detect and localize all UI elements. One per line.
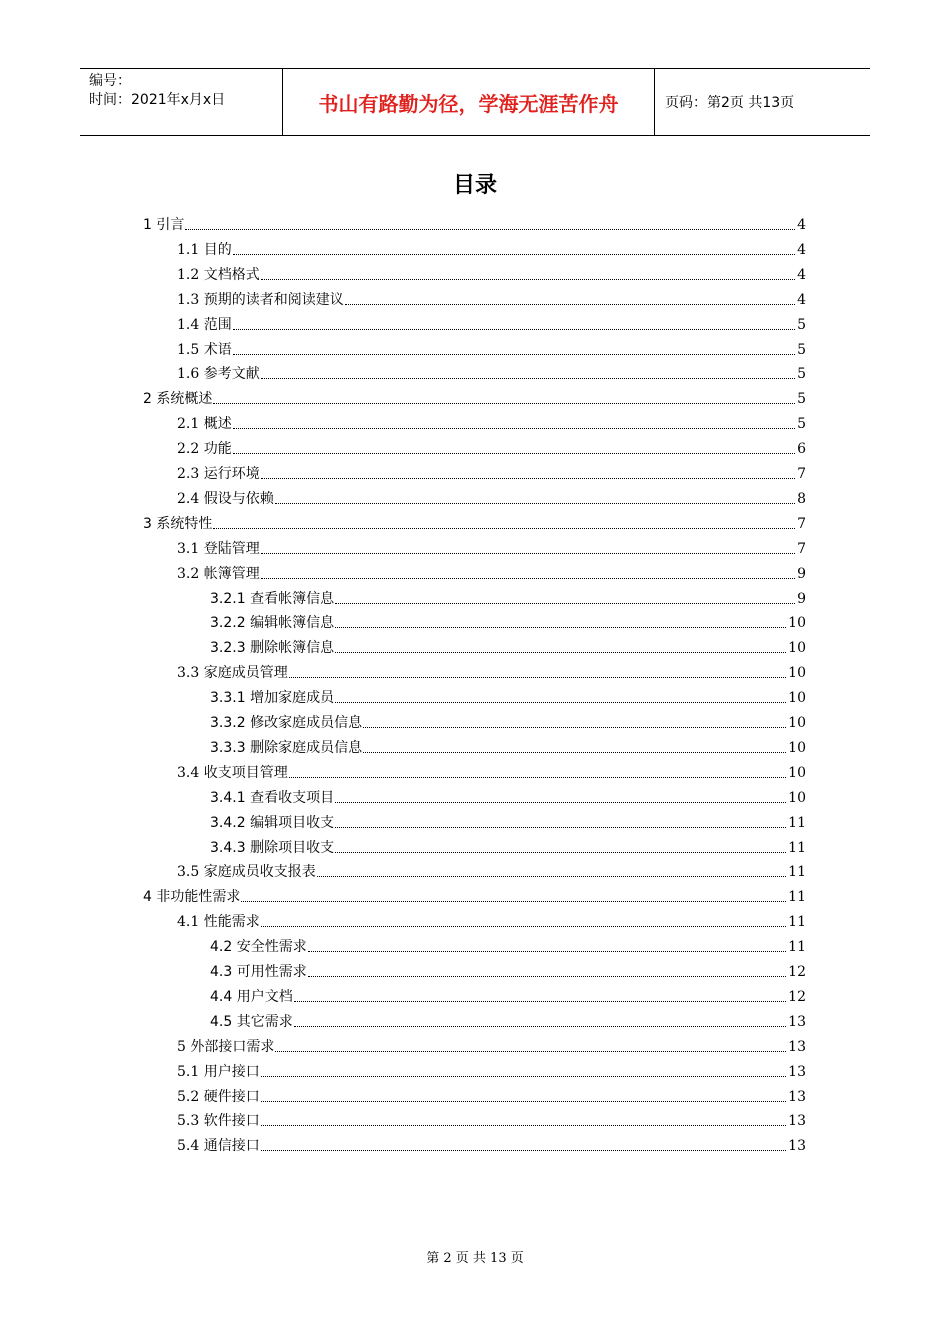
toc-entry-page: 7 bbox=[797, 515, 806, 532]
toc-entry-label: 3.2.1 查看帐簿信息 bbox=[210, 590, 335, 607]
toc-entry-page: 5 bbox=[797, 366, 806, 383]
toc-entry-label: 4.5 其它需求 bbox=[210, 1013, 293, 1030]
toc-entry-page: 11 bbox=[788, 864, 806, 881]
header-number-label: 编号： bbox=[89, 73, 131, 89]
toc-entry-label: 3.2.2 编辑帐簿信息 bbox=[210, 615, 335, 632]
toc-entry-page: 6 bbox=[797, 441, 806, 458]
toc-entry-label: 3.2 帐簿管理 bbox=[177, 565, 260, 582]
toc-entry-label: 2.1 概述 bbox=[177, 416, 232, 433]
toc-leader-dots bbox=[261, 1101, 786, 1102]
toc-entry[interactable] bbox=[177, 533, 806, 558]
toc-entry-label: 1.4 范围 bbox=[177, 316, 232, 333]
toc-leader-dots bbox=[363, 752, 786, 753]
header-meta bbox=[80, 69, 283, 135]
toc-leader-dots bbox=[185, 229, 795, 230]
toc-entry-page: 10 bbox=[788, 789, 806, 806]
toc-entry-page: 10 bbox=[788, 715, 806, 731]
toc-leader-dots bbox=[294, 1001, 786, 1002]
toc-entry-label: 5.2 硬件接口 bbox=[177, 1088, 260, 1105]
toc-entry-page: 7 bbox=[797, 540, 806, 557]
toc-entry-page: 8 bbox=[797, 490, 806, 507]
toc-entry-page: 5 bbox=[797, 416, 806, 433]
toc-entry-label: 4.3 可用性需求 bbox=[210, 964, 307, 980]
toc-entry-label: 3.4.3 删除项目收支 bbox=[210, 839, 335, 856]
toc-entry[interactable] bbox=[177, 558, 806, 583]
toc-leader-dots bbox=[261, 1076, 786, 1077]
toc-entry[interactable] bbox=[177, 1081, 806, 1106]
toc-entry[interactable] bbox=[210, 782, 806, 807]
toc-entry-label: 1.1 目的 bbox=[177, 241, 232, 258]
toc-title: 目录 bbox=[452, 173, 497, 198]
toc-entry-label: 5.4 通信接口 bbox=[177, 1138, 260, 1155]
toc-entry[interactable] bbox=[143, 881, 806, 906]
toc-leader-dots bbox=[335, 603, 795, 604]
toc-entry[interactable] bbox=[177, 1031, 806, 1056]
toc-entry[interactable] bbox=[210, 1006, 806, 1031]
toc-entry-label: 1.6 参考文献 bbox=[177, 366, 260, 383]
toc-entry-label: 1.3 预期的读者和阅读建议 bbox=[177, 291, 344, 308]
toc-leader-dots bbox=[233, 453, 795, 454]
toc-leader-dots bbox=[261, 378, 795, 379]
toc-leader-dots bbox=[233, 428, 795, 429]
toc-entry[interactable] bbox=[177, 483, 806, 508]
toc-leader-dots bbox=[335, 827, 786, 828]
toc-leader-dots bbox=[213, 528, 795, 529]
toc-leader-dots bbox=[261, 279, 795, 280]
toc-entry[interactable] bbox=[210, 732, 806, 757]
toc-entry-page: 4 bbox=[797, 241, 806, 258]
toc-entry-label: 3.4.1 查看收支项目 bbox=[210, 789, 335, 806]
toc-entry[interactable] bbox=[177, 1130, 806, 1155]
toc-entry[interactable] bbox=[210, 583, 806, 608]
toc-entry[interactable] bbox=[210, 707, 806, 732]
toc-entry-page: 9 bbox=[797, 590, 806, 607]
toc-entry[interactable] bbox=[177, 309, 806, 334]
toc-entry[interactable] bbox=[177, 1056, 806, 1081]
toc-entry-page: 10 bbox=[788, 690, 806, 707]
toc-entry[interactable] bbox=[177, 458, 806, 483]
toc-entry[interactable] bbox=[143, 383, 806, 408]
toc-leader-dots bbox=[294, 1026, 786, 1027]
toc-entry[interactable] bbox=[210, 832, 806, 857]
toc-leader-dots bbox=[335, 627, 786, 628]
toc-leader-dots bbox=[213, 403, 795, 404]
toc-entry-label: 5.1 用户接口 bbox=[177, 1063, 260, 1080]
toc-entry-page: 5 bbox=[797, 316, 806, 333]
toc-entry-page: 13 bbox=[788, 1088, 806, 1105]
toc-entry-label: 2 系统概述 bbox=[143, 391, 213, 408]
toc-entry[interactable] bbox=[177, 657, 806, 682]
toc-entry-label: 3.1 登陆管理 bbox=[177, 540, 260, 557]
toc-entry[interactable] bbox=[177, 433, 806, 458]
toc-leader-dots bbox=[308, 951, 786, 952]
toc-entry-label: 3.3.2 修改家庭成员信息 bbox=[210, 715, 363, 731]
toc-entry-label: 4.1 性能需求 bbox=[177, 914, 260, 931]
toc-entry-page: 13 bbox=[788, 1138, 806, 1155]
toc-entry-label: 3.4 收支项目管理 bbox=[177, 764, 288, 781]
toc-entry-label: 3.5 家庭成员收支报表 bbox=[177, 864, 316, 881]
toc-entry[interactable] bbox=[210, 931, 806, 956]
toc-leader-dots bbox=[261, 926, 786, 927]
toc-entry-page: 12 bbox=[788, 964, 806, 980]
header-date-label: 时间：2021年x月x日 bbox=[89, 92, 226, 108]
toc-leader-dots bbox=[241, 901, 786, 902]
toc-entry-label: 3.3 家庭成员管理 bbox=[177, 665, 288, 682]
toc-entry[interactable] bbox=[177, 856, 806, 881]
toc-leader-dots bbox=[317, 876, 786, 877]
toc-entry-page: 13 bbox=[788, 1013, 806, 1030]
toc-entry-label: 5 外部接口需求 bbox=[177, 1038, 275, 1055]
toc-entry-label: 4.4 用户文档 bbox=[210, 988, 293, 1005]
toc-entry-label: 1.2 文档格式 bbox=[177, 266, 260, 283]
toc-entry-label: 5.3 软件接口 bbox=[177, 1113, 260, 1130]
toc-leader-dots bbox=[335, 852, 786, 853]
toc-entry-page: 11 bbox=[788, 814, 806, 831]
toc-leader-dots bbox=[233, 329, 795, 330]
toc-entry-label: 2.4 假设与依赖 bbox=[177, 490, 274, 507]
toc-entry[interactable] bbox=[210, 981, 806, 1006]
toc-leader-dots bbox=[233, 254, 795, 255]
toc-entry-page: 10 bbox=[788, 665, 806, 682]
toc-entry-page: 10 bbox=[788, 615, 806, 632]
toc-leader-dots bbox=[363, 727, 786, 728]
toc-entry-page: 9 bbox=[797, 565, 806, 582]
toc-leader-dots bbox=[335, 652, 786, 653]
toc-entry-page: 11 bbox=[788, 914, 806, 931]
toc-entry-page: 4 bbox=[797, 217, 806, 233]
toc-leader-dots bbox=[275, 1051, 786, 1052]
toc-entry-page: 10 bbox=[788, 640, 806, 657]
toc-leader-dots bbox=[261, 478, 795, 479]
toc-entry[interactable] bbox=[177, 906, 806, 931]
toc-entry[interactable] bbox=[210, 807, 806, 832]
toc-leader-dots bbox=[308, 976, 786, 977]
toc-leader-dots bbox=[335, 702, 786, 703]
toc-entry[interactable] bbox=[210, 607, 806, 632]
toc-leader-dots bbox=[261, 1150, 786, 1151]
toc-entry-label: 1.5 术语 bbox=[177, 341, 232, 358]
toc-entry-label: 2.3 运行环境 bbox=[177, 466, 260, 482]
toc-entry[interactable] bbox=[210, 956, 806, 981]
toc-entry-label: 3 系统特性 bbox=[143, 515, 213, 532]
toc-entry-label: 3.2.3 删除帐簿信息 bbox=[210, 640, 335, 657]
toc-entry[interactable] bbox=[177, 284, 806, 309]
toc-entry-page: 5 bbox=[797, 341, 806, 358]
toc-entry[interactable] bbox=[210, 682, 806, 707]
toc-entry-page: 4 bbox=[797, 266, 806, 283]
toc-entry[interactable] bbox=[177, 757, 806, 782]
toc-entry-page: 11 bbox=[788, 939, 806, 956]
toc-leader-dots bbox=[289, 677, 786, 678]
toc-entry-page: 11 bbox=[788, 839, 806, 856]
toc-entry-page: 5 bbox=[797, 391, 806, 408]
page-header bbox=[80, 68, 870, 136]
toc-leader-dots bbox=[261, 1125, 786, 1126]
toc-entry[interactable] bbox=[177, 259, 806, 284]
toc-entry-label: 4 非功能性需求 bbox=[143, 889, 241, 906]
toc-entry[interactable] bbox=[143, 209, 806, 234]
toc-entry-page: 13 bbox=[788, 1063, 806, 1080]
toc-entry-label: 4.2 安全性需求 bbox=[210, 939, 307, 956]
toc-entry[interactable] bbox=[210, 632, 806, 657]
toc-entry-label: 3.3.3 删除家庭成员信息 bbox=[210, 739, 363, 756]
toc-entry-label: 3.4.2 编辑项目收支 bbox=[210, 814, 335, 831]
toc-leader-dots bbox=[335, 802, 786, 803]
toc-entry-label: 2.2 功能 bbox=[177, 441, 232, 458]
toc-entry[interactable] bbox=[177, 234, 806, 259]
header-motto: 书山有路勤为径，学海无涯苦作舟 bbox=[283, 69, 655, 135]
toc-entry-page: 13 bbox=[788, 1113, 806, 1130]
toc-entry-page: 4 bbox=[797, 291, 806, 308]
toc-entry-label: 1 引言 bbox=[143, 217, 185, 233]
toc-entry-page: 13 bbox=[788, 1038, 806, 1055]
header-page-info: 页码：第2页 共13页 bbox=[665, 95, 795, 111]
toc-entry[interactable] bbox=[177, 358, 806, 383]
toc-entry-label: 3.3.1 增加家庭成员 bbox=[210, 690, 335, 707]
toc-leader-dots bbox=[233, 354, 795, 355]
toc-leader-dots bbox=[261, 578, 795, 579]
page-footer: 第 2 页 共 13 页 bbox=[426, 1251, 524, 1266]
toc-entry-page: 11 bbox=[788, 889, 806, 906]
toc-entry[interactable] bbox=[177, 334, 806, 359]
toc-entry[interactable] bbox=[177, 408, 806, 433]
toc-leader-dots bbox=[289, 777, 786, 778]
toc-entry-page: 10 bbox=[788, 764, 806, 781]
toc-entry[interactable] bbox=[143, 508, 806, 533]
toc-entry-page: 12 bbox=[788, 988, 806, 1005]
toc-leader-dots bbox=[275, 503, 795, 504]
toc-entry-page: 10 bbox=[788, 739, 806, 756]
toc-leader-dots bbox=[345, 304, 795, 305]
toc-entry-page: 7 bbox=[797, 466, 806, 482]
toc-entry[interactable] bbox=[177, 1105, 806, 1130]
toc-leader-dots bbox=[261, 553, 795, 554]
